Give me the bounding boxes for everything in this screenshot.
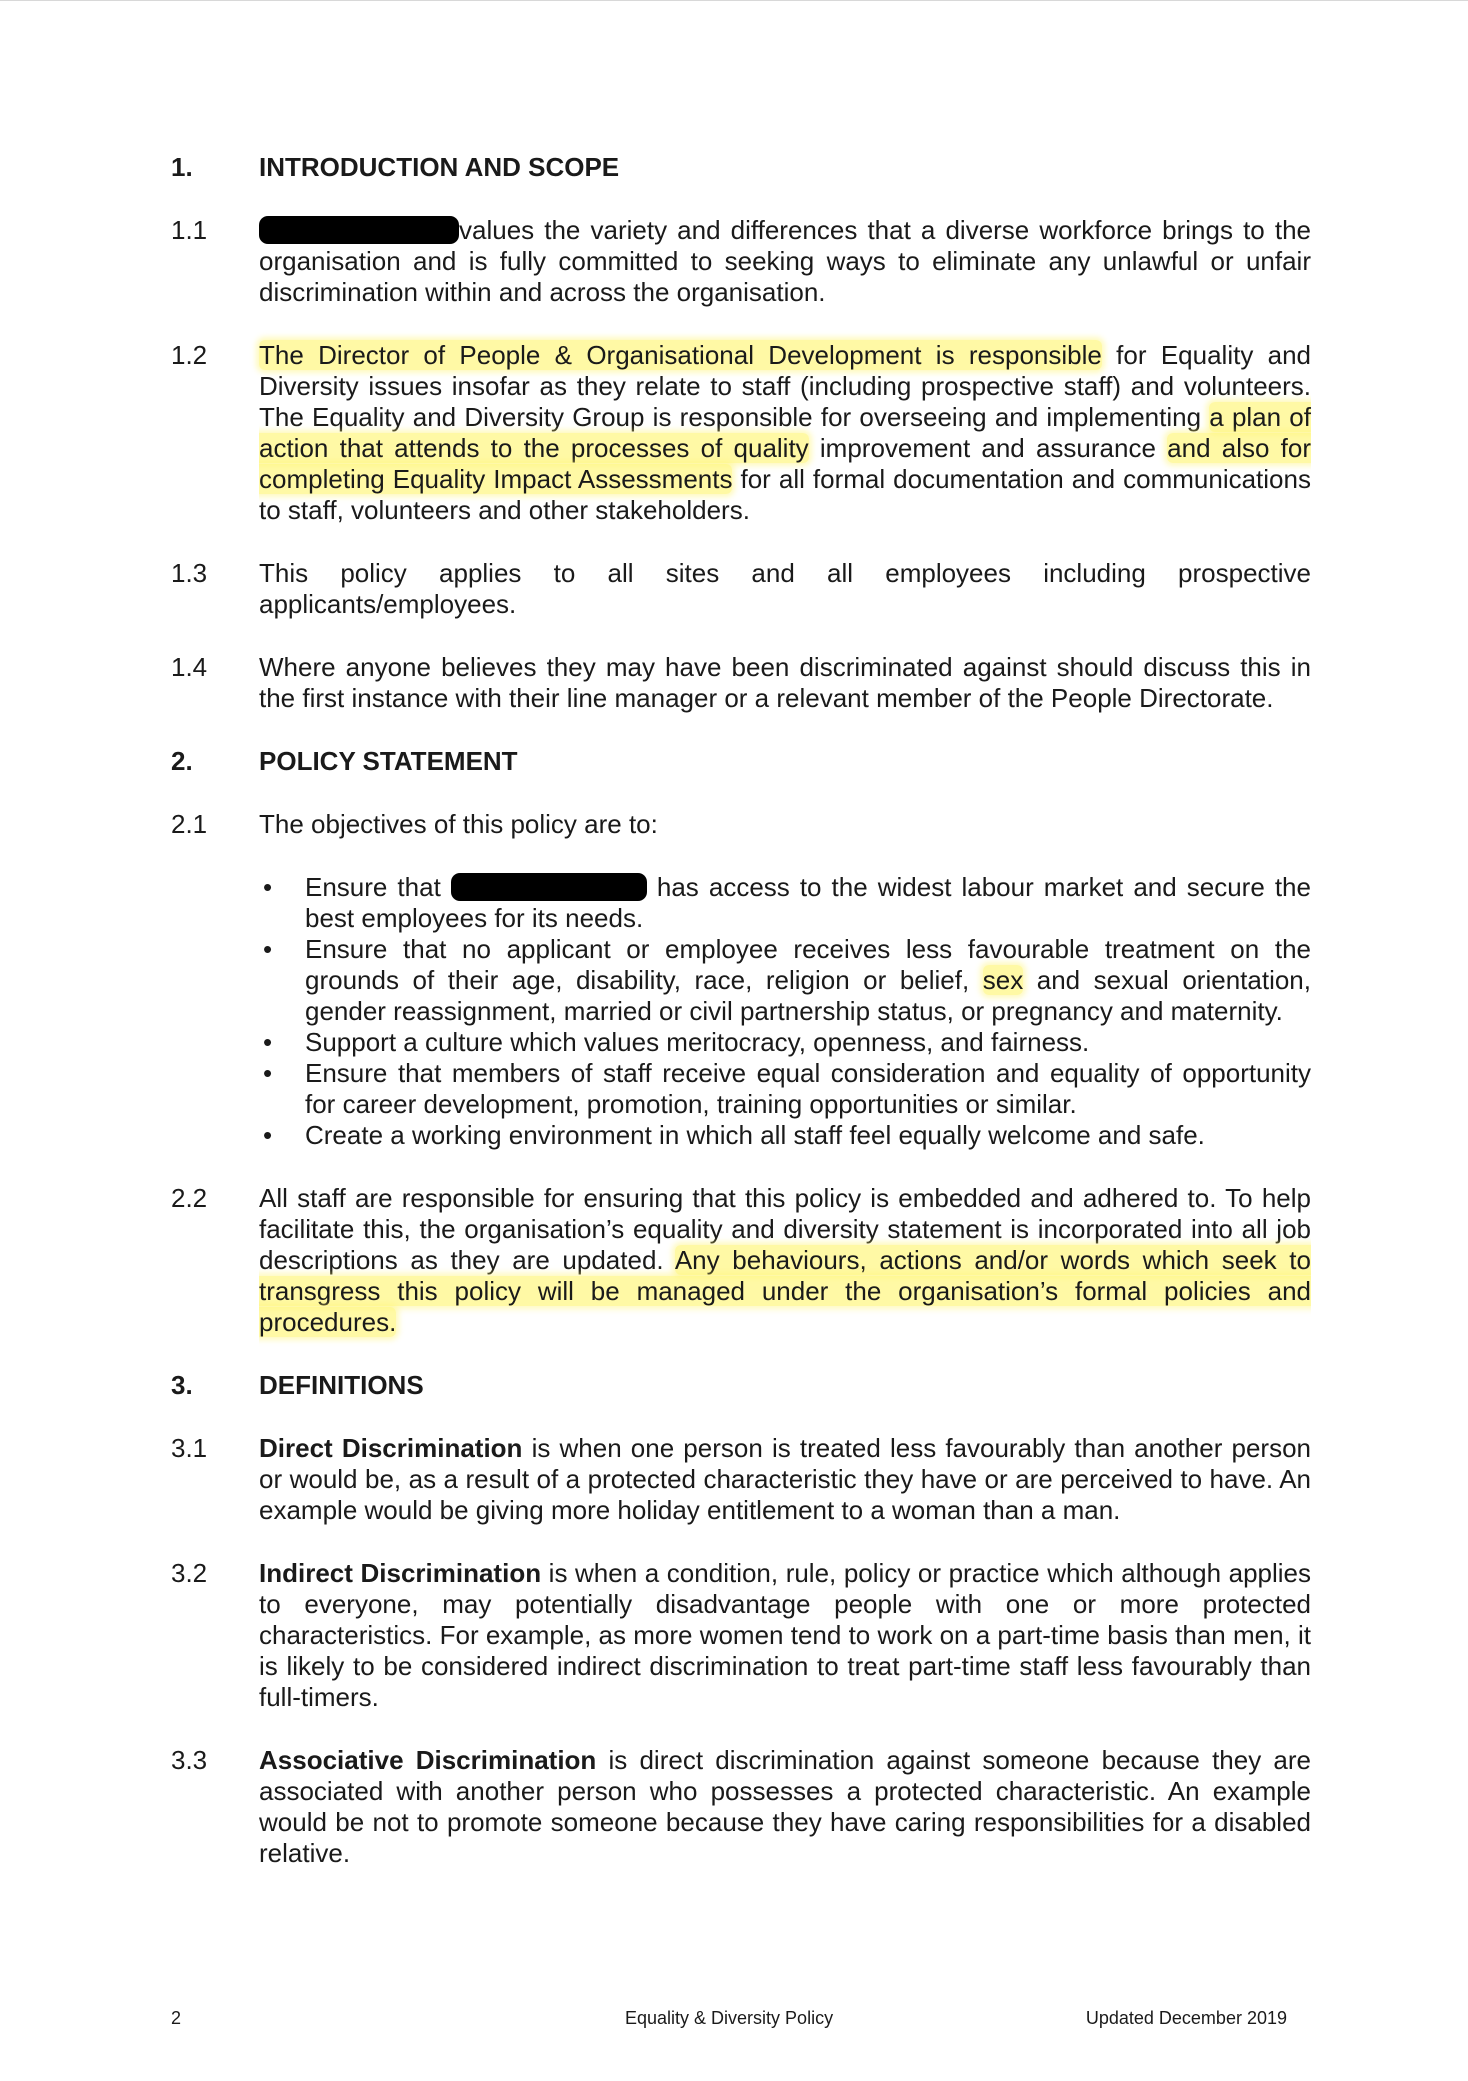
list-item: • Ensure that no applicant or employee receives less favourable treatment on the grounds of their age, disability, race, religion or belief, sex and sexual orientation, gender reassignment, married or civil partnership status, or pregnancy and maternity.: [263, 934, 1311, 1026]
bullet-icon: •: [263, 1058, 273, 1088]
objectives-list: [259, 872, 1311, 1151]
page-footer: [171, 2006, 1311, 2030]
list-item: • Ensure that has access to the widest labour market and secure the best employees for its needs.: [263, 872, 1311, 933]
bullet-icon: •: [263, 1120, 273, 1150]
paragraph-text: improvement and assurance: [808, 433, 1168, 463]
bullet-icon: •: [263, 872, 273, 902]
objectives-list-row: [171, 872, 1311, 1151]
definition-text: is when one person is treated less favourably than another person or would be, as a result of a protected characteristic they have or are perceived to have. An example would be giving more holiday entitlement to a woman than a man.: [259, 1433, 1311, 1525]
paragraph-number: 3.1: [171, 1433, 208, 1463]
section-title: INTRODUCTION AND SCOPE: [259, 152, 620, 182]
paragraph-text: All staff are responsible for ensuring that this policy is embedded and adhered to. To help facilitate this, the organisation’s equality and diversity statement is incorporated into all job descriptions as they are updated.: [259, 1183, 1311, 1275]
page-number: 2: [171, 2008, 182, 2028]
paragraph-3-3: [171, 1745, 1311, 1869]
paragraph-number: 1.1: [171, 215, 208, 245]
paragraph-text: This policy applies to all sites and all employees including prospective applicants/employees.: [259, 558, 1311, 619]
paragraph-1-4: [171, 652, 1311, 714]
paragraph-number: 2.2: [171, 1183, 208, 1213]
highlighted-text: The Director of People & Organisational Development is responsible: [259, 340, 1102, 370]
highlighted-text: and also for completing Equality Impact Assessments: [259, 433, 1311, 494]
paragraph-text: for all formal documentation and communications to staff, volunteers and other stakeholders.: [259, 464, 1311, 525]
definition-term: Indirect Discrimination: [259, 1558, 542, 1588]
paragraph-3-2: [171, 1558, 1311, 1713]
definition-text: is direct discrimination against someone because they are associated with another person who possesses a protected characteristic. An example would be not to promote someone because they have caring responsibilities for a disabled relative.: [259, 1745, 1311, 1868]
footer-document-title: Equality & Diversity Policy: [625, 2008, 834, 2028]
section-heading: [171, 746, 1311, 777]
paragraph-text: values the variety and differences that a diverse workforce brings to the organisation and is fully committed to seeking ways to eliminate any unlawful or unfair discrimination within and across the organisation.: [259, 215, 1311, 307]
section-number: 1.: [171, 152, 193, 182]
bullet-icon: •: [263, 934, 273, 964]
section-number: 3.: [171, 1370, 193, 1400]
highlighted-text: Any behaviours, actions and/or words which seek to transgress this policy will be managed under the organisation’s formal policies and procedures.: [259, 1245, 1311, 1337]
footer-updated-date: Updated December 2019: [1085, 2008, 1287, 2028]
bullet-icon: •: [263, 1027, 273, 1057]
paragraph-number: 1.2: [171, 340, 208, 370]
section-title: DEFINITIONS: [259, 1370, 424, 1400]
definition-term: Associative Discrimination: [259, 1745, 597, 1775]
redaction-bar: [451, 873, 647, 901]
paragraph-1-2: [171, 340, 1311, 526]
paragraph-text: for Equality and Diversity issues insofar as they relate to staff (including prospective staff) and volunteers. The Equality and Diversity Group is responsible for overseeing and implementing: [259, 340, 1312, 432]
paragraph-number: 2.1: [171, 809, 208, 839]
definition-term: Direct Discrimination: [259, 1433, 523, 1463]
section-heading: [171, 1370, 1311, 1401]
paragraph-2-2: [171, 1183, 1311, 1338]
paragraph-number: 1.4: [171, 652, 208, 682]
paragraph-number: 3.2: [171, 1558, 208, 1588]
paragraph-text: The objectives of this policy are to:: [259, 809, 658, 839]
paragraph-number: 3.3: [171, 1745, 208, 1775]
paragraph-2-1: [171, 809, 1311, 840]
page-top-edge: [0, 0, 1468, 1]
highlighted-text: sex: [982, 965, 1024, 995]
list-item: • Create a working environment in which all staff feel equally welcome and safe.: [263, 1120, 1205, 1150]
section-number: 2.: [171, 746, 193, 776]
paragraph-number: 1.3: [171, 558, 208, 588]
paragraph-text: Where anyone believes they may have been discriminated against should discuss this in the first instance with their line manager or a relevant member of the People Directorate.: [259, 652, 1311, 713]
section-heading: [171, 152, 1311, 183]
paragraph-1-1: [171, 215, 1311, 308]
list-item: • Ensure that members of staff receive equal consideration and equality of opportunity for career development, promotion, training opportunities or similar.: [263, 1058, 1311, 1119]
highlighted-text: a plan of action that attends to the processes of quality: [259, 402, 1311, 463]
section-title: POLICY STATEMENT: [259, 746, 518, 776]
redaction-bar: [259, 216, 459, 244]
document-body: [171, 152, 1311, 1901]
definition-text: is when a condition, rule, policy or practice which although applies to everyone, may potentially disadvantage people with one or more protected characteristics. For example, as more women tend to work on a part-time basis than men, it is likely to be considered indirect discrimination to treat part-time staff less favourably than full-timers.: [259, 1558, 1312, 1712]
paragraph-1-3: [171, 558, 1311, 620]
list-item: • Support a culture which values meritocracy, openness, and fairness.: [263, 1027, 1090, 1057]
paragraph-3-1: [171, 1433, 1311, 1526]
